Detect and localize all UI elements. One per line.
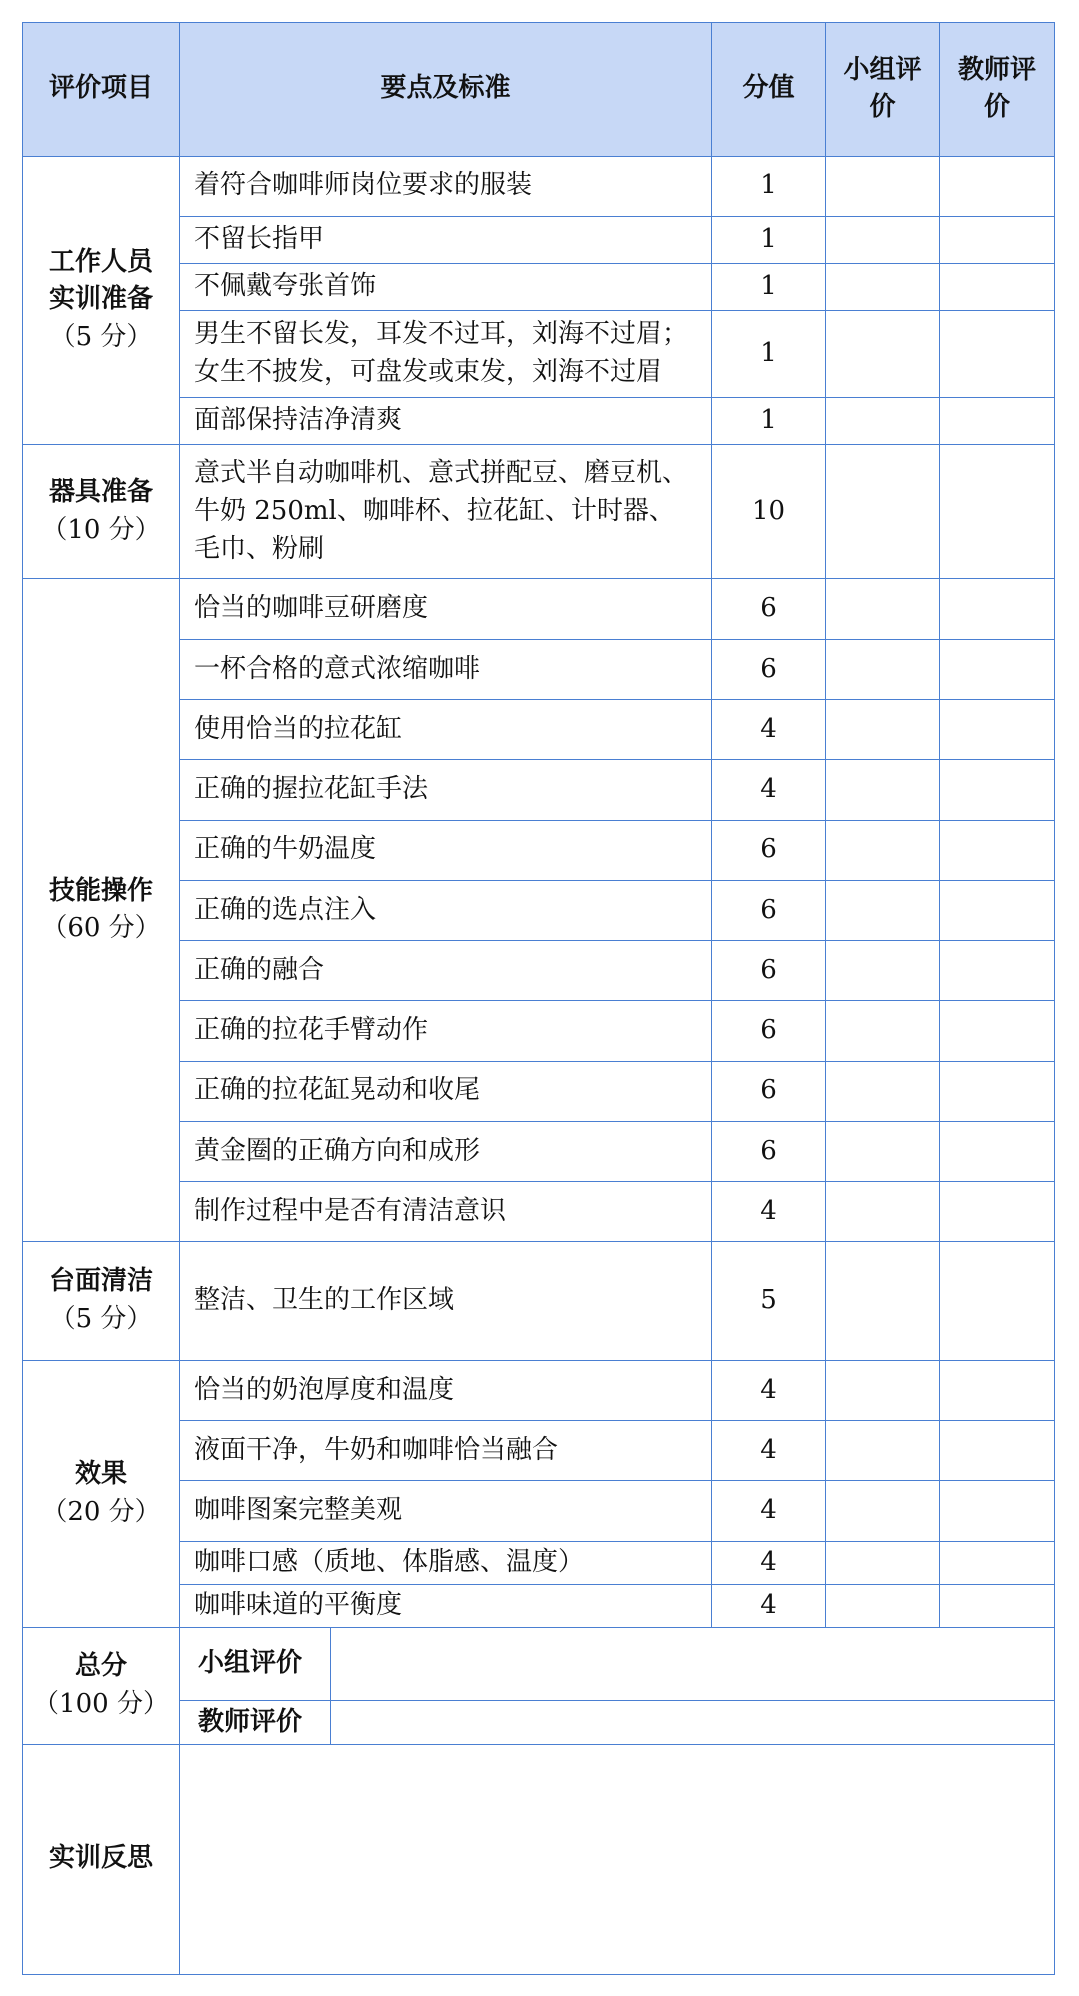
- group-eval-cell[interactable]: [826, 1001, 940, 1061]
- standard-cell: 不佩戴夸张首饰: [180, 264, 712, 311]
- teacher-eval-cell[interactable]: [940, 311, 1055, 397]
- category-staff-prep: [23, 156, 180, 444]
- teacher-eval-cell[interactable]: [940, 700, 1055, 760]
- standard-cell: 制作过程中是否有清洁意识: [180, 1182, 712, 1242]
- teacher-eval-cell[interactable]: [940, 1360, 1055, 1420]
- standard-cell: 一杯合格的意式浓缩咖啡: [180, 639, 712, 699]
- group-eval-cell[interactable]: [826, 880, 940, 940]
- score-cell: 6: [712, 639, 826, 699]
- header-teacher-eval-line2: 价: [984, 92, 1011, 123]
- header-teacher-eval-line1: 教师评: [958, 54, 1037, 85]
- group-eval-cell[interactable]: [826, 1360, 940, 1420]
- standard-cell: [180, 311, 712, 397]
- group-eval-cell[interactable]: [826, 820, 940, 880]
- header-group-eval-line1: 小组评: [843, 54, 922, 85]
- teacher-eval-cell[interactable]: [940, 1242, 1055, 1361]
- teacher-eval-cell[interactable]: [940, 1121, 1055, 1181]
- standard-cell: 咖啡口感（质地、体脂感、温度）: [180, 1541, 712, 1584]
- standard-cell: 液面干净，牛奶和咖啡恰当融合: [180, 1421, 712, 1481]
- group-eval-cell[interactable]: [826, 1242, 940, 1361]
- group-eval-cell[interactable]: [826, 760, 940, 820]
- total-teacher-eval-input[interactable]: [331, 1701, 1055, 1744]
- standard-cell: 面部保持洁净清爽: [180, 397, 712, 444]
- group-eval-cell[interactable]: [826, 639, 940, 699]
- score-cell: 1: [712, 216, 826, 263]
- category-name-line1: 效果: [74, 1459, 127, 1490]
- standard-cell: 正确的选点注入: [180, 880, 712, 940]
- score-cell: 6: [712, 579, 826, 639]
- total-group-eval-input[interactable]: [331, 1628, 1055, 1701]
- category-name-line1: 工作人员: [48, 246, 153, 277]
- group-eval-cell[interactable]: [826, 216, 940, 263]
- standard-cell: 整洁、卫生的工作区域: [180, 1242, 712, 1361]
- standard-cell: 恰当的奶泡厚度和温度: [180, 1360, 712, 1420]
- teacher-eval-cell[interactable]: [940, 941, 1055, 1001]
- teacher-eval-cell[interactable]: [940, 216, 1055, 263]
- teacher-eval-cell[interactable]: [940, 639, 1055, 699]
- reflection-row: [23, 1744, 1055, 1974]
- score-cell: 5: [712, 1242, 826, 1361]
- group-eval-cell[interactable]: [826, 1481, 940, 1541]
- total-label: 总分: [74, 1651, 127, 1682]
- category-equipment-prep: [23, 444, 180, 579]
- score-cell: 6: [712, 880, 826, 940]
- category-name-line1: 台面清洁: [48, 1266, 153, 1297]
- group-eval-cell[interactable]: [826, 311, 940, 397]
- score-cell: 4: [712, 1182, 826, 1242]
- score-cell: 1: [712, 264, 826, 311]
- group-eval-cell[interactable]: [826, 397, 940, 444]
- category-points: （10 分）: [41, 514, 161, 545]
- reflection-label: 实训反思: [23, 1744, 180, 1974]
- category-points: （60 分）: [41, 913, 161, 944]
- score-cell: 6: [712, 1121, 826, 1181]
- category-points: （20 分）: [41, 1497, 161, 1528]
- standard-cell: 恰当的咖啡豆研磨度: [180, 579, 712, 639]
- teacher-eval-cell[interactable]: [940, 820, 1055, 880]
- total-row: [23, 1628, 1055, 1701]
- teacher-eval-cell[interactable]: [940, 1061, 1055, 1121]
- header-group-eval-line2: 价: [869, 92, 896, 123]
- teacher-eval-cell[interactable]: [940, 397, 1055, 444]
- standard-cell: [180, 444, 712, 579]
- teacher-eval-cell[interactable]: [940, 156, 1055, 216]
- standard-cell: 不留长指甲: [180, 216, 712, 263]
- total-group-eval-label: 小组评价: [180, 1628, 331, 1701]
- category-name-line1: 器具准备: [48, 476, 153, 507]
- group-eval-cell[interactable]: [826, 579, 940, 639]
- score-cell: 6: [712, 820, 826, 880]
- group-eval-cell[interactable]: [826, 941, 940, 1001]
- score-cell: 4: [712, 1360, 826, 1420]
- score-cell: 1: [712, 156, 826, 216]
- standard-line: 毛巾、粉刷: [194, 533, 325, 564]
- category-skill-operation: [23, 579, 180, 1242]
- standard-cell: 正确的牛奶温度: [180, 820, 712, 880]
- score-cell: 4: [712, 760, 826, 820]
- group-eval-cell[interactable]: [826, 1541, 940, 1584]
- teacher-eval-cell[interactable]: [940, 1421, 1055, 1481]
- score-cell: 4: [712, 1541, 826, 1584]
- group-eval-cell[interactable]: [826, 1121, 940, 1181]
- standard-cell: 正确的拉花缸晃动和收尾: [180, 1061, 712, 1121]
- table-row: [23, 1242, 1055, 1361]
- standard-cell: 正确的拉花手臂动作: [180, 1001, 712, 1061]
- score-cell: 6: [712, 1061, 826, 1121]
- group-eval-cell[interactable]: [826, 1182, 940, 1242]
- total-points: （100 分）: [33, 1688, 169, 1719]
- header-standard: 要点及标准: [180, 23, 712, 157]
- teacher-eval-cell[interactable]: [940, 1001, 1055, 1061]
- evaluation-table: [22, 22, 1055, 1975]
- total-score-label: [23, 1628, 180, 1745]
- group-eval-cell[interactable]: [826, 700, 940, 760]
- group-eval-cell[interactable]: [826, 1421, 940, 1481]
- teacher-eval-cell[interactable]: [940, 444, 1055, 579]
- category-points: （5 分）: [49, 1304, 153, 1335]
- teacher-eval-cell[interactable]: [940, 1182, 1055, 1242]
- category-effect: [23, 1360, 180, 1627]
- table-row: [23, 444, 1055, 579]
- standard-line: 意式半自动咖啡机、意式拼配豆、磨豆机、: [194, 458, 689, 489]
- teacher-eval-cell[interactable]: [940, 1481, 1055, 1541]
- teacher-eval-cell[interactable]: [940, 880, 1055, 940]
- standard-cell: 着符合咖啡师岗位要求的服装: [180, 156, 712, 216]
- table-row: [23, 1360, 1055, 1420]
- teacher-eval-cell[interactable]: [940, 1584, 1055, 1627]
- score-cell: 10: [712, 444, 826, 579]
- standard-cell: 正确的握拉花缸手法: [180, 760, 712, 820]
- group-eval-cell[interactable]: [826, 156, 940, 216]
- group-eval-cell[interactable]: [826, 444, 940, 579]
- header-item: 评价项目: [23, 23, 180, 157]
- table-row: [23, 156, 1055, 216]
- teacher-eval-cell[interactable]: [940, 1541, 1055, 1584]
- score-cell: 1: [712, 311, 826, 397]
- score-cell: 6: [712, 941, 826, 1001]
- score-cell: 4: [712, 1421, 826, 1481]
- teacher-eval-cell[interactable]: [940, 264, 1055, 311]
- category-counter-cleaning: [23, 1242, 180, 1361]
- header-group-eval: [826, 23, 940, 157]
- standard-cell: 咖啡图案完整美观: [180, 1481, 712, 1541]
- score-cell: 4: [712, 700, 826, 760]
- total-teacher-eval-label: 教师评价: [180, 1701, 331, 1744]
- reflection-input[interactable]: [180, 1744, 1055, 1974]
- group-eval-cell[interactable]: [826, 264, 940, 311]
- standard-cell: 咖啡味道的平衡度: [180, 1584, 712, 1627]
- table-row: [23, 579, 1055, 639]
- teacher-eval-cell[interactable]: [940, 579, 1055, 639]
- standard-cell: 使用恰当的拉花缸: [180, 700, 712, 760]
- category-name-line2: 实训准备: [48, 284, 153, 315]
- score-cell: 1: [712, 397, 826, 444]
- table-header-row: [23, 23, 1055, 157]
- standard-cell: 正确的融合: [180, 941, 712, 1001]
- category-name-line1: 技能操作: [48, 875, 153, 906]
- standard-cell: 黄金圈的正确方向和成形: [180, 1121, 712, 1181]
- score-cell: 4: [712, 1481, 826, 1541]
- standard-line: 牛奶 250ml、咖啡杯、拉花缸、计时器、: [194, 495, 675, 526]
- header-score: 分值: [712, 23, 826, 157]
- score-cell: 6: [712, 1001, 826, 1061]
- header-teacher-eval: [940, 23, 1055, 157]
- standard-line: 女生不披发，可盘发或束发，刘海不过眉: [194, 356, 663, 387]
- score-cell: 4: [712, 1584, 826, 1627]
- teacher-eval-cell[interactable]: [940, 760, 1055, 820]
- group-eval-cell[interactable]: [826, 1061, 940, 1121]
- standard-line: 男生不留长发，耳发不过耳，刘海不过眉；: [194, 319, 689, 350]
- category-points: （5 分）: [49, 322, 153, 353]
- group-eval-cell[interactable]: [826, 1584, 940, 1627]
